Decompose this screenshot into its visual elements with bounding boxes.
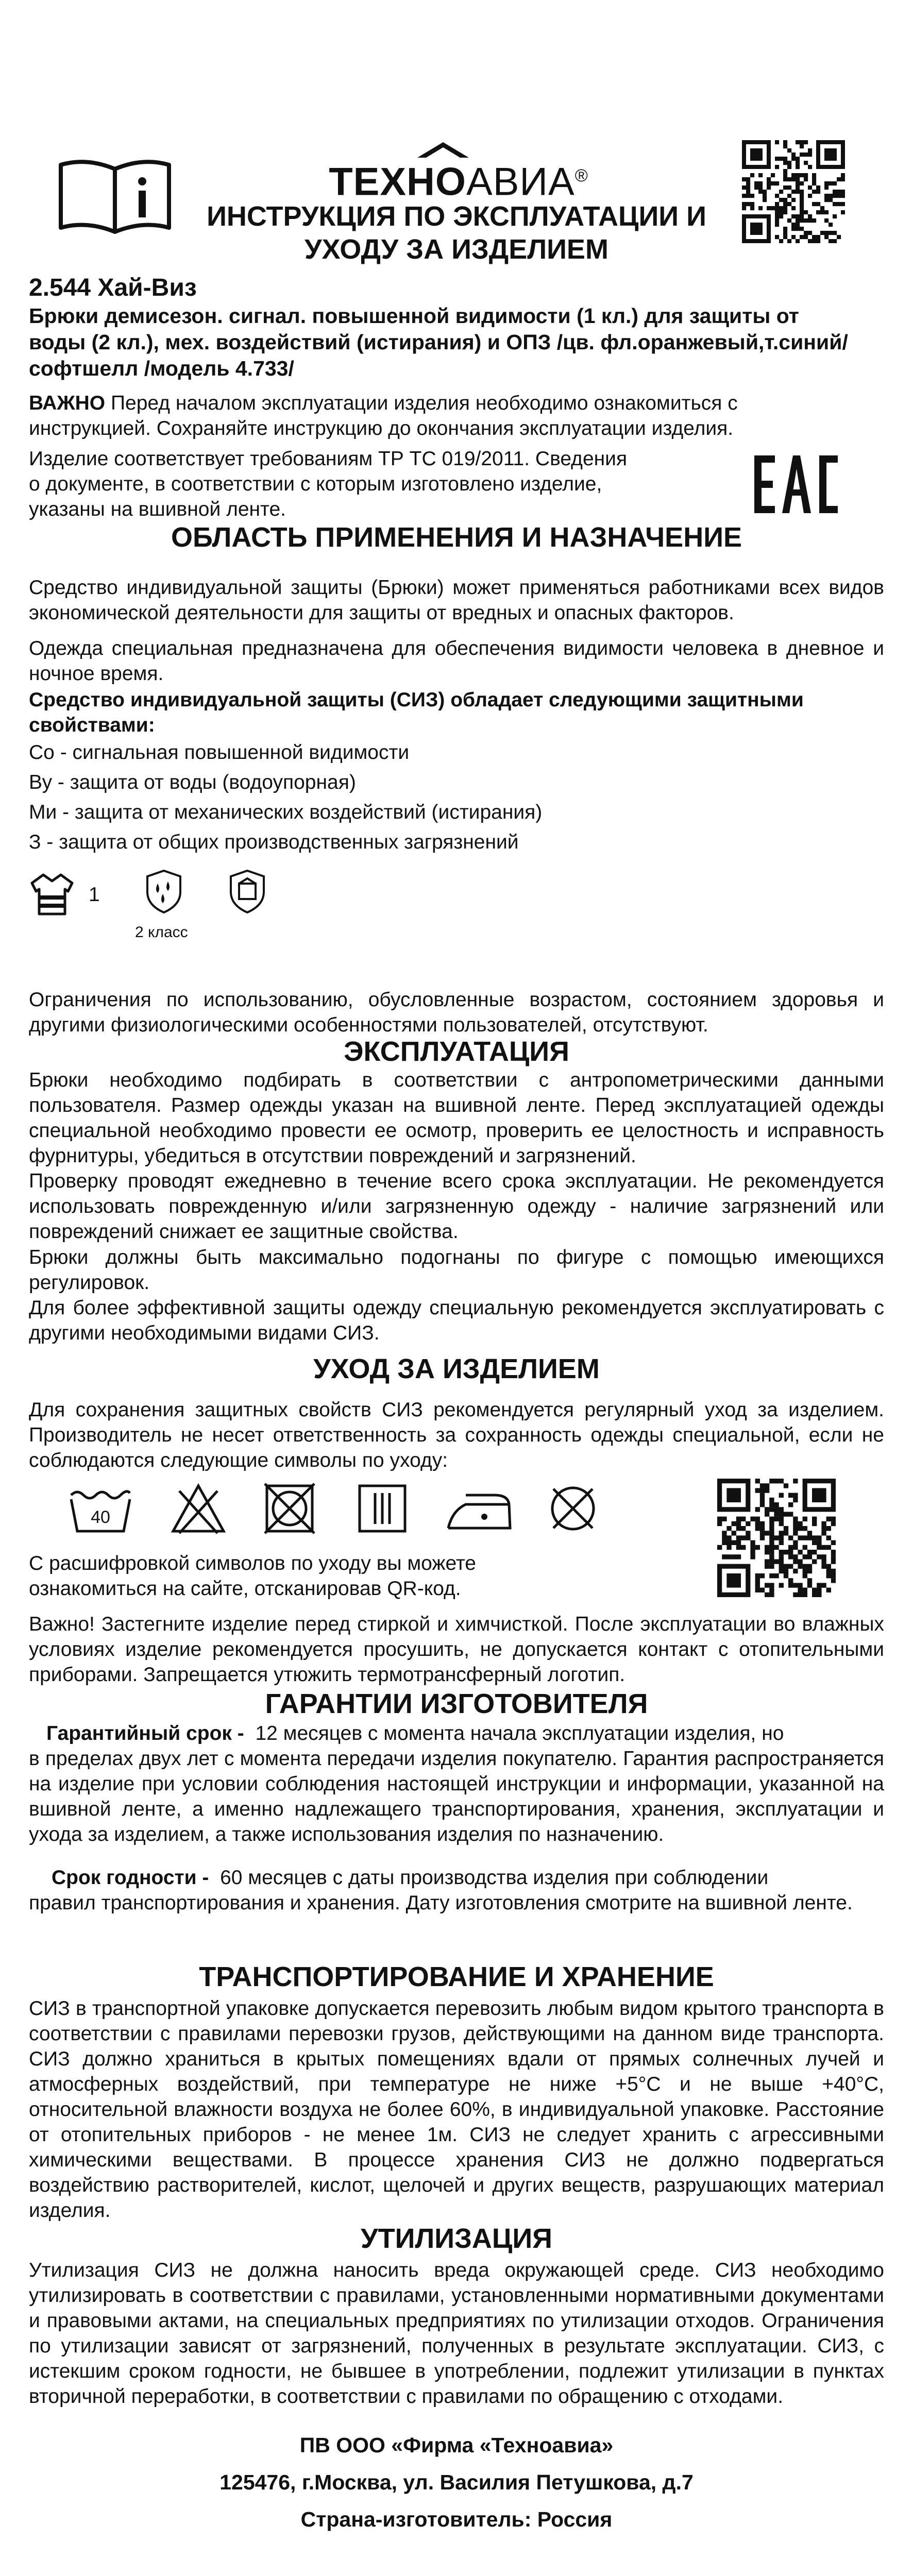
usage-paragraph-4: Для более эффективной защиты одежду специальную рекомендуется эксплуатировать с другими необходимыми видами СИЗ. — [29, 1297, 884, 1344]
care-heading: УХОД ЗА ИЗДЕЛИЕМ — [313, 1353, 600, 1384]
registered-mark: ® — [574, 166, 588, 185]
footer — [0, 2427, 913, 2538]
shelf-life-label: Срок годности - — [52, 1867, 209, 1889]
hi-vis-class-label: 1 — [89, 884, 100, 906]
warning-text-1: Перед началом эксплуатации изделия необходимо ознакомиться с — [110, 392, 738, 414]
property-mi: Ми - защита от механических воздействий (истирания) — [29, 801, 543, 823]
care-qr-text-2: ознакомиться на сайте, отсканировав QR-код. — [29, 1578, 461, 1600]
water-class-label: 2 класс — [135, 924, 188, 941]
scope-properties-title: Средство индивидуальной защиты (СИЗ) обладает следующими защитными свойствами: — [29, 689, 804, 736]
compliance-text — [29, 446, 688, 522]
wash-40-icon — [67, 1484, 134, 1535]
drip-dry-icon — [356, 1482, 409, 1535]
hi-vis-jacket-icon — [29, 871, 75, 917]
warranty-term-label: Гарантийный срок - — [46, 1722, 244, 1744]
care-qr-text-1: С расшифровкой символов по уходу вы можете — [29, 1552, 476, 1574]
scope-paragraph-1: Средство индивидуальной защиты (Брюки) может применяться работниками всех видов экономической деятельности для защиты от вредных и опасных факторов. — [29, 577, 884, 624]
qr-code-icon — [742, 140, 845, 243]
no-dry-clean-icon — [546, 1482, 600, 1535]
scope-paragraph-2: Одежда специальная предназначена для обеспечения видимости человека в дневное и ночное время. — [29, 637, 884, 685]
transport-heading: ТРАНСПОРТИРОВАНИЕ И ХРАНЕНИЕ — [199, 1961, 714, 1992]
manual-book-icon — [56, 155, 174, 237]
title-line-2: УХОДУ ЗА ИЗДЕЛИЕМ — [305, 234, 608, 265]
title-line-1: ИНСТРУКЦИЯ ПО ЭКСПЛУАТАЦИИ И — [207, 201, 706, 232]
care-qr-text — [29, 1551, 699, 1601]
compliance-line-1: Изделие соответствует требованиям ТР ТС 019/2011. Сведения — [29, 448, 628, 470]
property-co: Со - сигнальная повышенной видимости — [29, 741, 410, 764]
water-drops-shield-icon — [143, 868, 184, 914]
eac-mark — [752, 453, 840, 515]
warranty-term-value: 12 месяцев с момента начала эксплуатации изделия, но — [255, 1722, 784, 1744]
brand-roof-icon — [415, 139, 471, 160]
product-name: 2.544 Хай-Виз — [29, 274, 197, 301]
warning-label: ВАЖНО — [29, 392, 106, 414]
property-vu: Ву - защита от воды (водоупорная) — [29, 771, 356, 793]
usage-paragraph-3: Брюки должны быть максимально подогнаны по фигуре с помощью имеющихся регулировок. — [29, 1246, 884, 1294]
brand-avia: АВИА — [466, 160, 575, 204]
care-qr-code-icon — [717, 1479, 836, 1597]
iron-low-icon — [443, 1484, 515, 1535]
description-line-2: воды (2 кл.), мех. воздействий (истирания) и ОПЗ /цв. фл.оранжевый,т.синий/ — [29, 330, 848, 354]
no-bleach-icon — [170, 1482, 227, 1535]
disposal-text: Утилизация СИЗ не должна наносить вреда окружающей среде. СИЗ необходимо утилизировать в соответствии с правилами, установленными нормативными документами и правовыми актами, на специальных предприятиях по утилизации отходов. Ограничения по утилизации зависят от загрязнений, полученных в результате эксплуатации. СИЗ, с истекшим сроком годности, не бывшее в употреблении, подлежит утилизации в пунктах вторичной переработки, в соответствии с правилами по обращению с отходами. — [29, 2259, 884, 2408]
brand-techno: ТЕХНО — [329, 160, 467, 204]
wash-temp-label: 40 — [91, 1507, 110, 1527]
transport-text: СИЗ в транспортной упаковке допускается перевозить любым видом крытого транспорта в соответствии с правилами перевозки грузов, действующими на данном виде транспорта. СИЗ должно храниться в крытых помещениях вдали от прямых солнечных лучей и атмосферных воздействий, при температуре не ниже +5°С и не выше +40°С, относительной влажности воздуха не более 60%, в индивидуальной упаковке. Расстояние от отопительных приборов - не менее 1м. СИЗ не следует хранить с агрессивными химическими веществами. В процессе хранения СИЗ не должно подвергаться воздействию растворителей, кислот, щелочей и других веществ, разрушающих материал изделия. — [29, 1997, 884, 2222]
scope-limitations: Ограничения по использованию, обусловленные возрастом, состоянием здоровья и другими физиологическими особенностями пользователей, отсутствуют. — [29, 989, 884, 1036]
description-line-1: Брюки демисезон. сигнал. повышенной видимости (1 кл.) для защиты от — [29, 304, 799, 328]
no-tumble-dry-icon — [263, 1482, 316, 1535]
disposal-heading: УТИЛИЗАЦИЯ — [361, 2223, 552, 2254]
usage-paragraph-2: Проверку проводят ежедневно в течение всего срока эксплуатации. Не рекомендуется использовать поврежденную и/или загрязненную одежду - наличие загрязнений или повреждений снижает ее защитные свойства. — [29, 1170, 884, 1243]
shelf-life-rest: правил транспортирования и хранения. Дату изготовления смотрите на вшивной ленте. — [29, 1892, 853, 1914]
care-note: Важно! Застегните изделие перед стиркой и химчисткой. После эксплуатации во влажных условиях изделие рекомендуется просушить, не допускается контакт с отопительными приборами. Запрещается утюжить термотрансферный логотип. — [29, 1613, 884, 1686]
warranty-term-line — [46, 1721, 881, 1746]
warning-block — [29, 391, 884, 441]
scope-properties-list — [29, 738, 884, 857]
shelf-life-line — [52, 1865, 881, 1890]
usage-heading: ЭКСПЛУАТАЦИЯ — [344, 1036, 569, 1067]
shelf-life-value: 60 месяцев с даты производства изделия при соблюдении — [220, 1867, 769, 1889]
care-intro: Для сохранения защитных свойств СИЗ рекомендуется регулярный уход за изделием. Производитель не несет ответственность за сохранность одежды специальной, если не соблюдаются следующие символы по уходу: — [29, 1399, 884, 1471]
footer-manufacturer: ПВ ООО «Фирма «Техноавиа» — [299, 2433, 614, 2457]
general-protection-icon — [227, 868, 268, 914]
document-title — [175, 200, 738, 266]
compliance-line-2: о документе, в соответствии с которым изготовлено изделие, — [29, 473, 602, 495]
warranty-heading: ГАРАНТИИ ИЗГОТОВИТЕЛЯ — [265, 1688, 648, 1719]
footer-country: Страна-изготовитель: Россия — [300, 2507, 613, 2531]
description-line-3: софтшелл /модель 4.733/ — [29, 357, 294, 380]
scope-heading: ОБЛАСТЬ ПРИМЕНЕНИЯ И НАЗНАЧЕНИЕ — [171, 522, 742, 553]
compliance-line-3: указаны на вшивной ленте. — [29, 498, 286, 520]
warranty-term-rest: в пределах двух лет с момента передачи изделия покупателю. Гарантия распространяется на изделие при условии соблюдения настоящей инструкции и информации, указанной на вшивной ленте, а именно надлежащего транспортирования, хранения, эксплуатации и ухода за изделием, а также использования изделия по назначению. — [29, 1748, 884, 1845]
warning-text-2: инструкцией. Сохраняйте инструкцию до окончания эксплуатации изделия. — [29, 417, 734, 439]
property-z: З - защита от общих производственных загрязнений — [29, 831, 519, 853]
product-description — [29, 303, 884, 382]
footer-address: 125476, г.Москва, ул. Василия Петушкова, д.7 — [219, 2470, 694, 2494]
usage-paragraph-1: Брюки необходимо подбирать в соответствии с антропометрическими данными пользователя. Размер одежды указан на вшивной ленте. Перед эксплуатацией одежды специальной необходимо провести ее осмотр, проверить ее целостность и исправность фурнитуры, убедиться в отсутствии повреждений и загрязнений. — [29, 1069, 884, 1167]
